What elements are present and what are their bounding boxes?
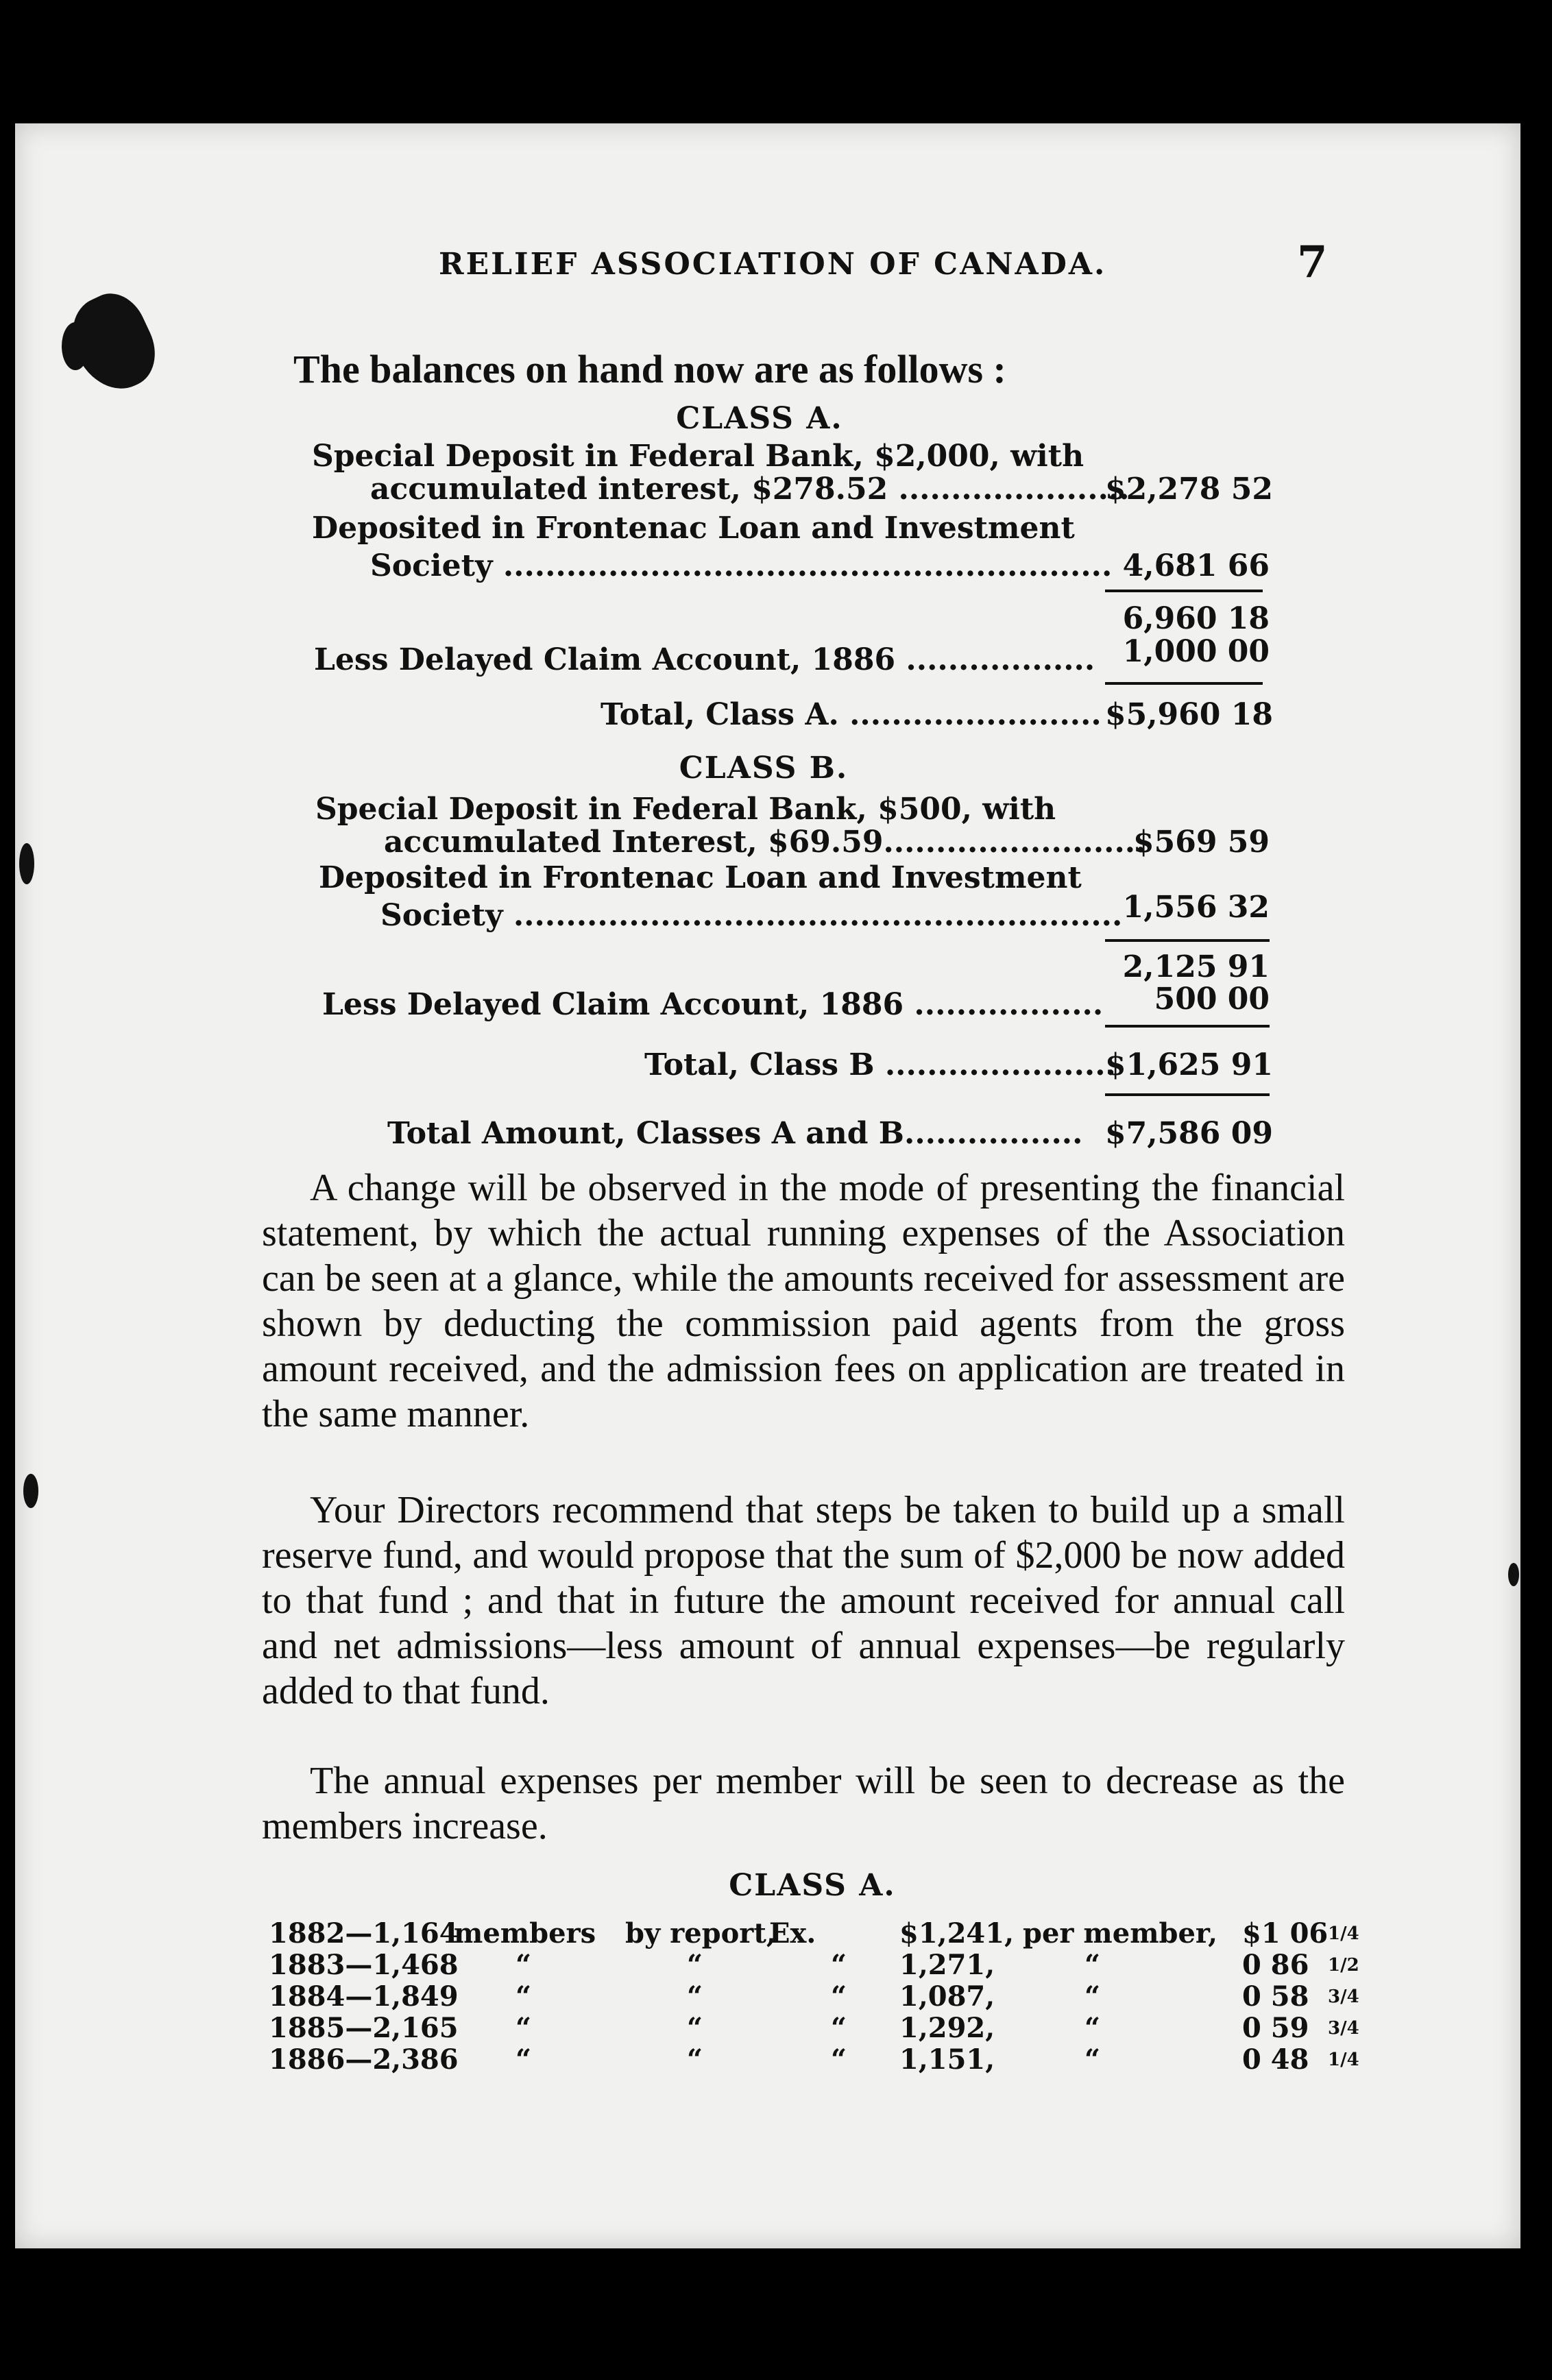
subtotal-amount: 6,960 18 bbox=[1122, 601, 1270, 636]
stats-cell: “ bbox=[1084, 2012, 1101, 2044]
running-title: RELIEF ASSOCIATION OF CANADA. bbox=[439, 247, 1107, 282]
rule bbox=[1105, 682, 1263, 685]
stats-cell: “ bbox=[516, 1949, 532, 1981]
stats-cell: “ bbox=[1084, 1980, 1101, 2013]
ledger-line: accumulated Interest, $69.59......................... bbox=[384, 825, 1146, 860]
stats-cell: “ bbox=[687, 1980, 703, 2013]
paragraph: A change will be observed in the mode of presenting the financial statement, by which the actual running expenses of the Association can be seen at a glance, while the amounts received for assessment are shown by deducting the commission paid agents from the gross amount received, and the admission fees on application are treated in the same manner. bbox=[262, 1167, 1345, 1435]
paragraph: The annual expenses per member will be seen to decrease as the members increase. bbox=[262, 1760, 1345, 1847]
stats-cell: by report, bbox=[625, 1917, 776, 1950]
stats-cell: 1,292, bbox=[899, 2012, 995, 2044]
stats-cell: “ bbox=[831, 1980, 847, 2013]
stats-cell: 1,087, bbox=[899, 1980, 995, 2013]
fraction: 3/4 bbox=[1328, 1987, 1359, 2007]
stats-cell: members bbox=[454, 1917, 596, 1950]
ledger-line: accumulated interest, $278.52 ...................... bbox=[370, 472, 1130, 507]
stats-cell: 1884—1,849 bbox=[269, 1980, 459, 2013]
stats-cell: per member, bbox=[1023, 1917, 1218, 1950]
less-label: Less Delayed Claim Account, 1886 .................. bbox=[322, 987, 1104, 1022]
total-amount: $1,625 91 bbox=[1105, 1047, 1273, 1082]
ledger-line: Deposited in Frontenac Loan and Investment bbox=[312, 511, 1075, 546]
stats-cell: 1,271, bbox=[899, 1949, 995, 1981]
margin-mark bbox=[1508, 1563, 1519, 1586]
rule bbox=[1105, 1025, 1270, 1028]
ledger-amount: $569 59 bbox=[1132, 825, 1270, 860]
less-label: Less Delayed Claim Account, 1886 .................. bbox=[314, 642, 1095, 677]
ledger-amount: 1,556 32 bbox=[1122, 890, 1270, 925]
grand-total-amount: $7,586 09 bbox=[1105, 1116, 1273, 1151]
class-b-heading: CLASS B. bbox=[679, 751, 849, 786]
stats-cell: 0 59 bbox=[1242, 2012, 1309, 2044]
stats-heading: CLASS A. bbox=[729, 1868, 896, 1903]
stats-cell: 1882—1,164 bbox=[269, 1917, 459, 1950]
rule bbox=[1105, 590, 1263, 592]
total-label: Total, Class A. ........................ bbox=[601, 697, 1102, 732]
ledger-line: Special Deposit in Federal Bank, $2,000, with bbox=[312, 439, 1084, 474]
stats-cell: “ bbox=[1084, 1949, 1101, 1981]
margin-mark bbox=[19, 843, 34, 884]
class-a-heading: CLASS A. bbox=[676, 401, 843, 436]
ledger-line: Deposited in Frontenac Loan and Investment bbox=[319, 860, 1082, 895]
ledger-line: Special Deposit in Federal Bank, $500, with bbox=[315, 792, 1056, 827]
less-amount: 500 00 bbox=[1154, 982, 1270, 1017]
stats-cell: “ bbox=[1084, 2043, 1101, 2076]
stats-cell: $1,241, bbox=[899, 1917, 1015, 1950]
stats-cell: “ bbox=[831, 2043, 847, 2076]
stats-cell: “ bbox=[516, 2043, 532, 2076]
rule bbox=[1105, 939, 1270, 942]
paragraph: Your Directors recommend that steps be taken to build up a small reserve fund, and would propose that the sum of $2,000 be now added to that fund ; and that in future the amount received for annual call and net admissions—less amount of annual expenses—be regularly added to that fund. bbox=[262, 1489, 1345, 1712]
stats-cell: “ bbox=[831, 2012, 847, 2044]
less-amount: 1,000 00 bbox=[1122, 634, 1270, 669]
stats-cell: 1883—1,468 bbox=[269, 1949, 459, 1981]
stats-cell: 0 86 bbox=[1242, 1949, 1309, 1981]
stats-cell: Ex. bbox=[769, 1917, 816, 1950]
stats-cell: “ bbox=[516, 1980, 532, 2013]
scan-border-top bbox=[0, 0, 1552, 123]
grand-total-label: Total Amount, Classes A and B................. bbox=[387, 1116, 1083, 1151]
total-label: Total, Class B ...................... bbox=[644, 1047, 1116, 1082]
ledger-line: Society .......................................................... bbox=[380, 898, 1123, 933]
stats-cell: “ bbox=[687, 2012, 703, 2044]
stats-cell: “ bbox=[831, 1949, 847, 1981]
ledger-amount: 4,681 66 bbox=[1122, 548, 1270, 583]
page-number: 7 bbox=[1297, 236, 1328, 288]
ink-blot-small bbox=[62, 322, 89, 370]
ledger-line: Society .......................................................... bbox=[370, 548, 1113, 583]
fraction: 1/2 bbox=[1328, 1955, 1359, 1976]
fraction: 1/4 bbox=[1328, 1923, 1359, 1944]
fraction: 3/4 bbox=[1328, 2018, 1359, 2039]
stats-cell: “ bbox=[687, 1949, 703, 1981]
stats-cell: “ bbox=[687, 2043, 703, 2076]
margin-mark bbox=[23, 1474, 38, 1508]
total-amount: $5,960 18 bbox=[1105, 697, 1273, 732]
stats-cell: $1 06 bbox=[1242, 1917, 1329, 1950]
stats-cell: 1,151, bbox=[899, 2043, 995, 2076]
ledger-amount: $2,278 52 bbox=[1105, 472, 1273, 507]
stats-cell: 0 58 bbox=[1242, 1980, 1309, 2013]
stats-cell: 0 48 bbox=[1242, 2043, 1309, 2076]
stats-cell: 1885—2,165 bbox=[269, 2012, 459, 2044]
subtotal-amount: 2,125 91 bbox=[1122, 949, 1270, 984]
rule bbox=[1105, 1093, 1270, 1096]
stats-cell: 1886—2,386 bbox=[269, 2043, 459, 2076]
fraction: 1/4 bbox=[1328, 2050, 1359, 2070]
stats-cell: “ bbox=[516, 2012, 532, 2044]
intro-line: The balances on hand now are as follows : bbox=[293, 347, 1006, 391]
